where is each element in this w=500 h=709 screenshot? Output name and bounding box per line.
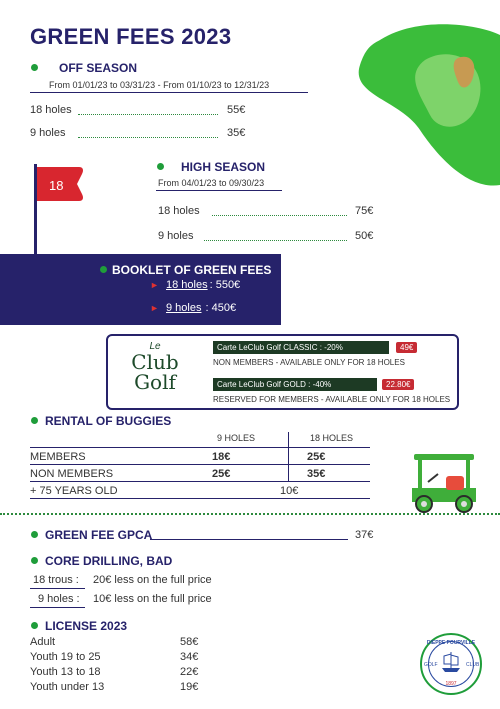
dotted-leader [78,114,218,115]
core-title: CORE DRILLING, BAD [45,554,173,568]
divider [30,607,85,608]
gpca-price: 37€ [355,529,374,541]
buggies-title: RENTAL OF BUGGIES [45,414,172,428]
club-seal [420,633,482,695]
buggies-row-p18: 35€ [307,468,326,480]
ship-icon [440,650,462,674]
seal-left-text: GOLF [424,662,438,668]
divider [150,539,348,540]
core-row-text: 20€ less on the full price [93,574,212,586]
bullet-icon [31,417,38,424]
buggies-row-label: MEMBERS [30,451,86,463]
license-row-price: 58€ [180,636,199,648]
divider [156,190,282,191]
golf-cart-icon [408,452,480,514]
gold-card-label: Carte LeClub Golf GOLD : -40% [213,378,377,391]
seal-right-text: CLUB [466,662,480,668]
buggies-row-p9: 18€ [212,451,231,463]
buggies-senior-label: + 75 YEARS OLD [30,485,118,497]
booklet-row [166,279,240,291]
divider [30,92,308,93]
buggies-row-p18: 25€ [307,451,326,463]
classic-card-label: Carte LeClub Golf CLASSIC : -20% [213,341,389,354]
buggies-senior-price: 10€ [280,485,299,497]
high-season-title: HIGH SEASON [181,160,266,174]
high-season-dates: From 04/01/23 to 09/30/23 [158,178,265,188]
leclub-logo-bottom: Golf [134,370,176,394]
divider [30,447,370,448]
bullet-icon [31,622,38,629]
license-row-price: 34€ [180,651,199,663]
bullet-icon [157,163,164,170]
leclub-logo-top: Le [149,341,161,352]
dotted-leader [212,215,347,216]
off-season-row-price: 55€ [227,104,246,116]
column-divider [288,432,289,482]
dotted-leader [204,240,347,241]
arrow-icon: ► [150,280,159,290]
divider [30,588,85,589]
gpca-label: GREEN FEE GPCA [45,528,153,542]
off-season-row-price: 35€ [227,127,246,139]
off-season-title: OFF SEASON [59,61,138,75]
dotted-leader [78,137,218,138]
seal-year: 1897 [445,681,457,687]
classic-price-badge: 49€ [396,342,417,353]
off-season-dates: From 01/01/23 to 03/31/23 - From 01/10/23 to 12/31/23 [49,80,270,90]
license-row-price: 22€ [180,666,199,678]
core-row-text: 10€ less on the full price [93,593,212,605]
arrow-icon: ► [150,303,159,313]
high-season-row-price: 75€ [355,205,374,217]
page-title: GREEN FEES 2023 [30,24,232,49]
booklet-row [166,302,236,314]
high-season-row-price: 50€ [355,230,374,242]
flag-number: 18 [49,178,64,193]
core-row-label: 18 trous : [33,574,79,586]
leclub-logo [130,342,180,392]
off-season-row-label: 9 holes [30,127,66,139]
license-row-label: Adult [30,636,56,648]
license-row-label: Youth 13 to 18 [30,666,101,678]
off-season-row-label: 18 holes [30,104,72,116]
section-divider [0,513,500,515]
booklet-row-price: : 550€ [209,279,241,291]
leclub-logo-mid: Club [131,350,179,374]
core-row-label: 9 holes : [38,593,80,605]
golf-course-illustration [350,20,500,190]
classic-note: NON MEMBERS - AVAILABLE ONLY FOR 18 HOLES [213,358,405,367]
high-season-row-label: 9 holes [158,230,194,242]
license-row-label: Youth under 13 [30,681,105,693]
seal-top-text: DIEPPE POURVILLE [426,640,476,646]
gold-price-badge: 22.80€ [382,379,414,390]
booklet-row-label: 18 holes [166,279,208,291]
buggies-col-18: 18 HOLES [310,433,354,443]
bullet-icon [100,266,107,273]
license-title: LICENSE 2023 [45,619,128,633]
buggies-row-label: NON MEMBERS [30,468,114,480]
bullet-icon [31,531,38,538]
bullet-icon [31,557,38,564]
buggies-row-p9: 25€ [212,468,231,480]
bullet-icon [31,64,38,71]
booklet-row-price: : 450€ [205,302,237,314]
booklet-title: BOOKLET OF GREEN FEES [112,263,272,277]
license-row-label: Youth 19 to 25 [30,651,101,663]
high-season-row-label: 18 holes [158,205,200,217]
divider [30,498,370,499]
license-row-price: 19€ [180,681,199,693]
gold-note: RESERVED FOR MEMBERS - AVAILABLE ONLY FOR 18 HOLES [213,395,451,404]
buggies-col-9: 9 HOLES [217,433,256,443]
divider [30,481,370,482]
divider [30,464,370,465]
booklet-row-label: 9 holes [166,302,202,314]
